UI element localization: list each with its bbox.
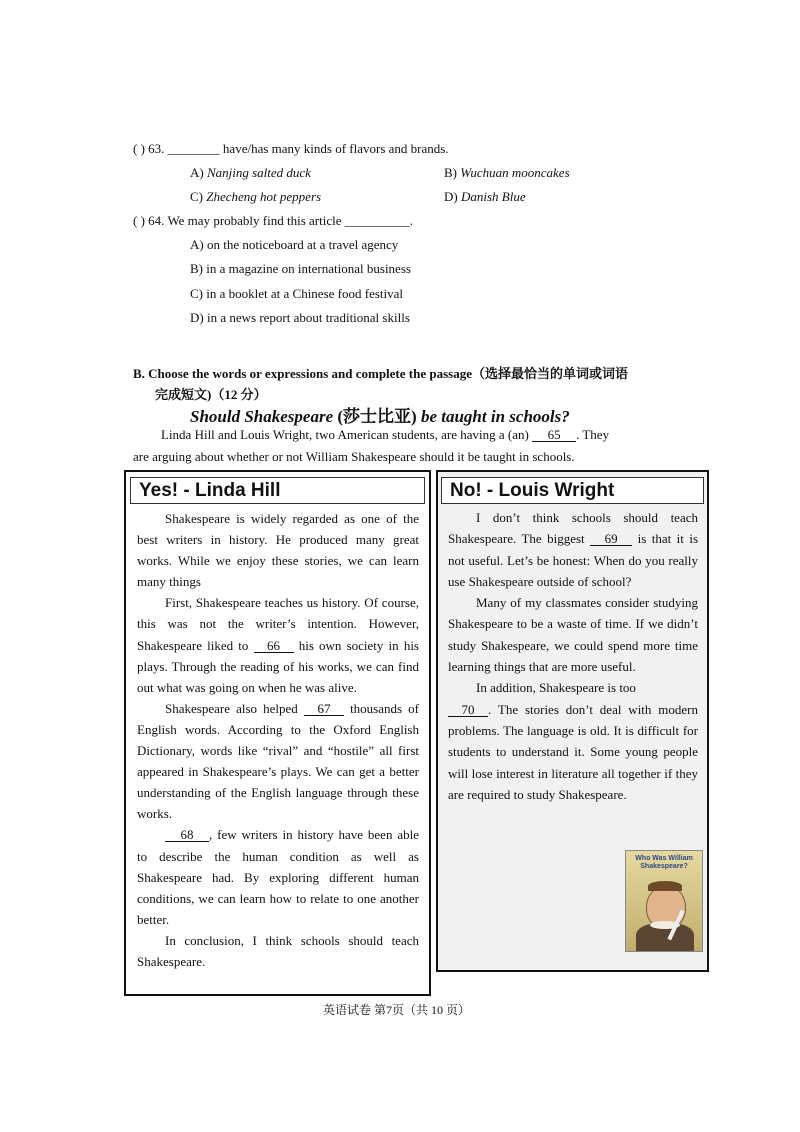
q64-option-d <box>190 310 410 326</box>
q64-option-b <box>190 261 411 277</box>
option-text: in a booklet at a Chinese food festival <box>206 286 404 301</box>
q64-paren: ( ) <box>133 213 145 228</box>
q63-stem <box>133 141 449 157</box>
q64-blank: __________. <box>344 213 413 228</box>
linda-text <box>126 504 429 972</box>
option-text: Wuchuan mooncakes <box>460 165 570 180</box>
option-text: Danish Blue <box>460 189 526 204</box>
blank-69[interactable]: 69 <box>590 532 632 546</box>
option-letter: C) <box>190 286 203 301</box>
intro-text: Linda Hill and Louis Wright, two American students, are having a (an) <box>161 427 529 442</box>
section-b-instruction-cont: 完成短文)（12 分） <box>155 387 267 402</box>
option-text: on the noticeboard at a travel agency <box>206 237 399 252</box>
linda-paragraph-5: In conclusion, I think schools should teach Shakespeare. <box>137 932 419 969</box>
linda-paragraph-4 <box>137 824 419 929</box>
passage-title <box>190 402 570 427</box>
option-text: in a magazine on international business <box>206 261 411 276</box>
option-letter: A) <box>190 165 204 180</box>
option-letter: B) <box>444 165 457 180</box>
option-text: Nanjing salted duck <box>206 165 311 180</box>
option-text: in a news report about traditional skills <box>206 310 410 325</box>
intro-text-end: . They <box>576 427 610 442</box>
louis-paragraph-2: Many of my classmates consider studying Shakespeare to be a waste of time. If we didn’t study Shakespeare, we could spend more time learning things that are more useful. <box>448 595 698 675</box>
louis-heading: No! - Louis Wright <box>441 477 704 504</box>
blank-65[interactable]: 65 <box>532 428 576 442</box>
title-part1: Should Shakespeare <box>190 407 334 426</box>
q63-blank: ________ <box>167 141 220 156</box>
louis-text <box>438 504 707 805</box>
option-letter: A) <box>190 237 204 252</box>
louis-paragraph-3-cont <box>448 699 698 805</box>
intro-line-1 <box>161 427 609 443</box>
blank-70[interactable]: 70 <box>448 703 488 717</box>
paragraph-text: In addition, Shakespeare is too <box>476 680 636 696</box>
option-letter: D) <box>190 310 204 325</box>
louis-panel <box>436 470 709 972</box>
linda-paragraph-3 <box>137 698 419 825</box>
option-letter: D) <box>444 189 458 204</box>
linda-heading: Yes! - Linda Hill <box>130 477 425 504</box>
louis-paragraph-3 <box>448 677 698 698</box>
paragraph-text: . The stories don’t deal with modern problems. The language is old. It is difficult for students to understand it. Some young people will lose interest in literature all together if they are required to study Shakespeare. <box>448 701 698 802</box>
title-part2: be taught in schools? <box>420 407 570 426</box>
blank-66[interactable]: 66 <box>254 639 294 653</box>
blank-67[interactable]: 67 <box>304 702 344 716</box>
book-cover-image <box>625 850 703 952</box>
q63-option-a <box>190 165 311 181</box>
linda-paragraph-1: Shakespeare is widely regarded as one of the best writers in history. He produced many great works. While we enjoy these stories, we can learn many things <box>137 511 419 590</box>
linda-paragraph-2 <box>137 592 419 697</box>
linda-panel <box>124 470 431 996</box>
paragraph-text: his own society in his plays. Through the reading of his works, we can find out what was going on when he was alive. <box>137 637 419 695</box>
option-letter: C) <box>190 189 203 204</box>
q64-option-c <box>190 286 403 302</box>
q63-stem-text: have/has many kinds of flavors and brands. <box>222 141 449 156</box>
q64-stem-text: We may probably find this article <box>167 213 342 228</box>
portrait-hair <box>648 881 682 891</box>
intro-line-2: are arguing about whether or not William Shakespeare should it be taught in schools. <box>133 449 575 464</box>
section-b-instruction: B. Choose the words or expressions and complete the passage（选择最恰当的单词或词语 <box>133 366 628 381</box>
paragraph-text: First, Shakespeare teaches us history. Of course, this was not the writer’s intention. However, Shakespeare liked to <box>137 595 419 653</box>
option-letter: B) <box>190 261 203 276</box>
q64-number: 64. <box>148 213 165 228</box>
paragraph-text: thousands of English words. According to the Oxford English Dictionary, words like “rival” and “hostile” all first appeared in Shakespeare’s plays. We can get a better understanding of the English language through these works. <box>137 700 420 822</box>
q63-number: 63. <box>148 141 165 156</box>
page-footer: 英语试卷 第7页（共 10 页） <box>323 1003 471 1017</box>
q63-option-c <box>190 189 321 205</box>
paragraph-text: , few writers in history have been able to describe the human condition as well as Shakespeare had. By exploring different human conditions, we can learn how to relate to one another better. <box>137 827 419 927</box>
louis-paragraph-1 <box>448 507 698 592</box>
q63-option-b <box>444 165 570 181</box>
paragraph-text: Shakespeare also helped <box>165 700 298 716</box>
q63-paren: ( ) <box>133 141 145 156</box>
q64-stem <box>133 213 413 229</box>
book-cover-title: Who Was William Shakespeare? <box>635 855 693 870</box>
title-chinese: (莎士比亚) <box>337 407 417 426</box>
paragraph-text: I don’t think schools should teach Shakespeare. The biggest <box>448 510 698 547</box>
paragraph-text: is that it is not useful. Let’s be honest: When do you really use Shakespeare outside of school? <box>448 531 699 589</box>
blank-68[interactable]: 68 <box>165 828 209 842</box>
q63-option-d <box>444 189 526 205</box>
option-text: Zhecheng hot peppers <box>206 189 322 204</box>
q64-option-a <box>190 237 398 253</box>
